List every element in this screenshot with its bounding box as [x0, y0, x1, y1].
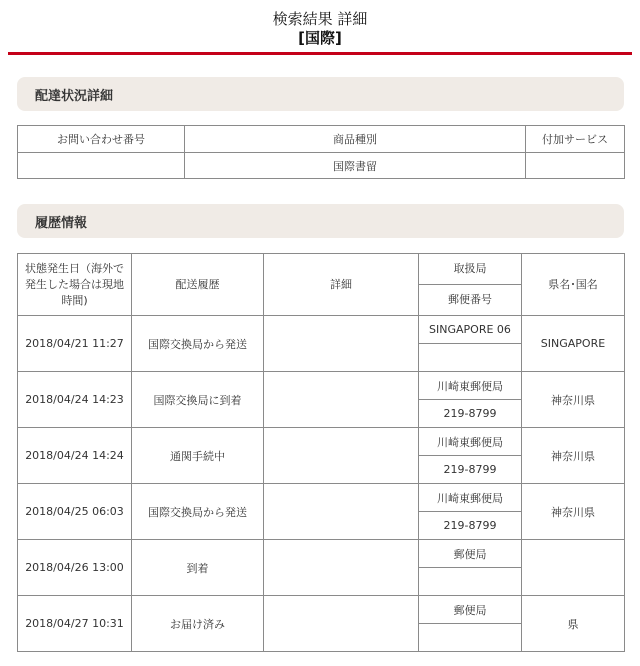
table-row	[18, 153, 625, 179]
postal-code-cell: 219-8799	[419, 512, 522, 540]
status-cell: お届け済み	[132, 596, 264, 652]
page-header	[0, 10, 640, 48]
delivery-status-heading: 配達状況詳細	[17, 77, 624, 111]
column-header-postal-code: 郵便番号	[419, 285, 522, 316]
datetime-cell: 2018/04/26 13:00	[18, 540, 132, 596]
office-cell: 川崎東郵便局	[419, 372, 522, 400]
history-table	[17, 253, 625, 652]
status-cell: 国際交換局から発送	[132, 316, 264, 372]
tracking-number-cell	[18, 153, 185, 179]
column-header-status: 配送履歴	[132, 254, 264, 316]
table-row	[18, 540, 625, 568]
product-type-cell: 国際書留	[185, 153, 526, 179]
status-cell: 通関手続中	[132, 428, 264, 484]
postal-code-cell	[419, 624, 522, 652]
column-header-region: 県名･国名	[522, 254, 625, 316]
table-row	[18, 316, 625, 344]
table-header-row	[18, 254, 625, 285]
detail-cell	[264, 428, 419, 484]
status-cell: 国際交換局に到着	[132, 372, 264, 428]
office-cell: 川崎東郵便局	[419, 484, 522, 512]
column-header-additional-service: 付加サービス	[526, 126, 625, 153]
office-cell: 川崎東郵便局	[419, 428, 522, 456]
column-header-detail: 詳細	[264, 254, 419, 316]
detail-cell	[264, 484, 419, 540]
column-header-datetime: 状態発生日（海外で発生した場合は現地時間)	[18, 254, 132, 316]
postal-code-cell	[419, 568, 522, 596]
column-header-product-type: 商品種別	[185, 126, 526, 153]
table-header-row	[18, 126, 625, 153]
detail-cell	[264, 372, 419, 428]
table-row	[18, 428, 625, 456]
office-cell: 郵便局	[419, 540, 522, 568]
additional-service-cell	[526, 153, 625, 179]
postal-code-cell: 219-8799	[419, 400, 522, 428]
page-title: 検索結果 詳細	[272, 10, 368, 28]
region-cell: 神奈川県	[522, 372, 625, 428]
datetime-cell: 2018/04/25 06:03	[18, 484, 132, 540]
history-info-heading: 履歴情報	[17, 204, 624, 238]
table-row	[18, 372, 625, 400]
detail-cell	[264, 596, 419, 652]
detail-cell	[264, 540, 419, 596]
region-cell: 県	[522, 596, 625, 652]
page-subtitle: [国際]	[298, 29, 342, 47]
office-cell: SINGAPORE 06	[419, 316, 522, 344]
column-header-tracking-number: お問い合わせ番号	[18, 126, 185, 153]
detail-cell	[264, 316, 419, 372]
column-header-office: 取扱局	[419, 254, 522, 285]
header-divider	[8, 52, 632, 55]
datetime-cell: 2018/04/21 11:27	[18, 316, 132, 372]
datetime-cell: 2018/04/24 14:24	[18, 428, 132, 484]
table-row	[18, 596, 625, 624]
status-cell: 国際交換局から発送	[132, 484, 264, 540]
region-cell: 神奈川県	[522, 484, 625, 540]
postal-code-cell	[419, 344, 522, 372]
table-row	[18, 484, 625, 512]
delivery-status-table	[17, 125, 625, 179]
datetime-cell: 2018/04/27 10:31	[18, 596, 132, 652]
region-cell: SINGAPORE	[522, 316, 625, 372]
status-cell: 到着	[132, 540, 264, 596]
datetime-cell: 2018/04/24 14:23	[18, 372, 132, 428]
office-cell: 郵便局	[419, 596, 522, 624]
region-cell	[522, 540, 625, 596]
region-cell: 神奈川県	[522, 428, 625, 484]
postal-code-cell: 219-8799	[419, 456, 522, 484]
